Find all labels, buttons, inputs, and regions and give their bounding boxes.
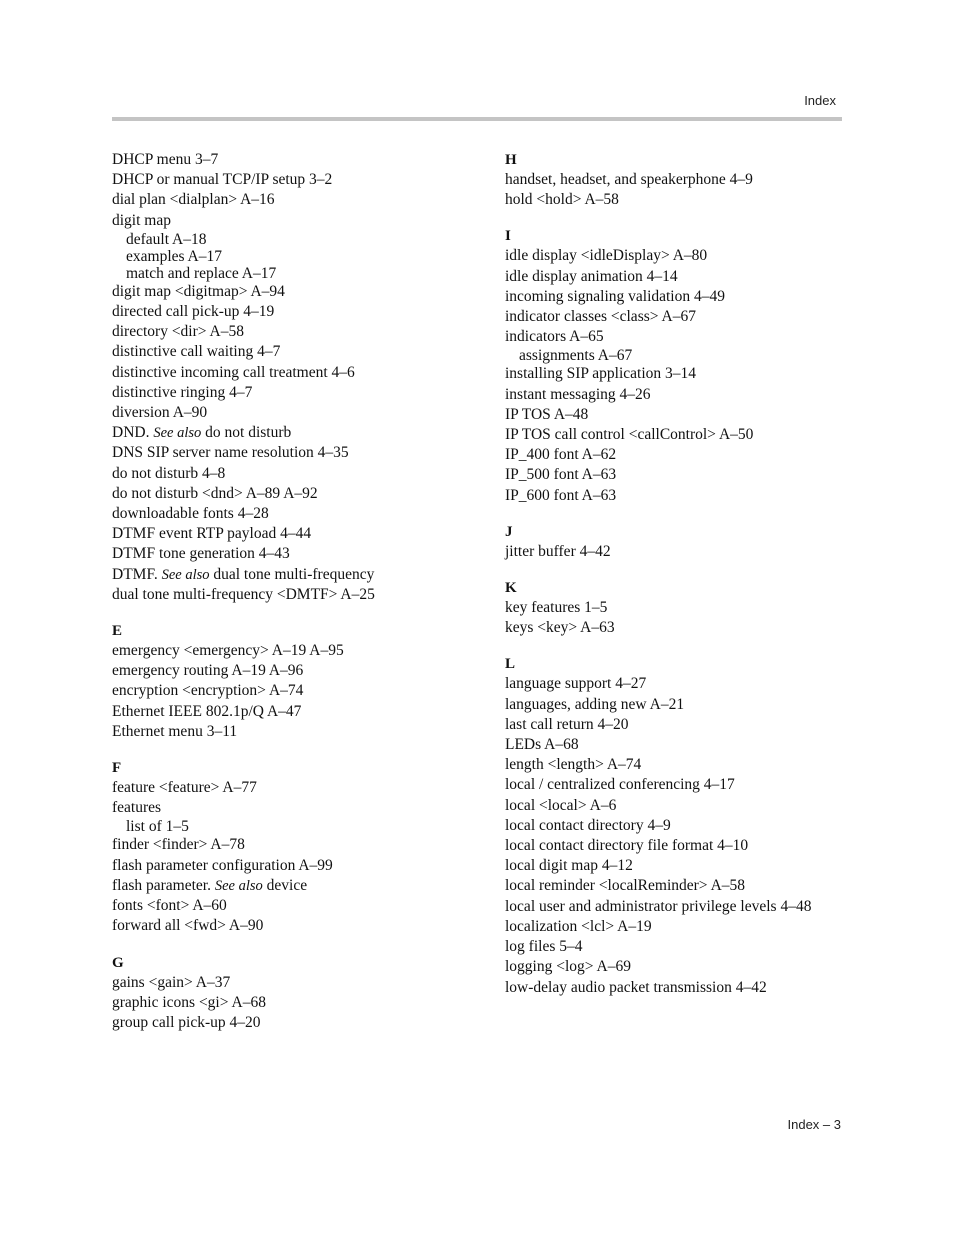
index-letter-group (112, 953, 492, 1034)
index-letter-heading: L (505, 656, 516, 673)
index-letter-heading: J (505, 523, 513, 540)
index-entry: IP_600 font A–63 (505, 486, 617, 504)
index-entry: flash parameter configuration A–99 (112, 856, 333, 874)
index-entry: local contact directory file format 4–10 (505, 837, 749, 855)
index-entry: DHCP menu 3–7 (112, 151, 219, 168)
index-entry: DHCP or manual TCP/IP setup 3–2 (112, 171, 333, 189)
index-column-right (505, 150, 850, 1014)
index-entry: downloadable fonts 4–28 (112, 505, 269, 523)
index-entry (112, 565, 492, 585)
index-entry: DNS SIP server name resolution 4–35 (112, 444, 349, 462)
index-entry: directory <dir> A–58 (112, 323, 244, 341)
index-letter-heading: F (112, 760, 122, 777)
index-entry: distinctive ringing 4–7 (112, 383, 253, 401)
see-also-label: See also (214, 877, 263, 894)
page-number: Index – 3 (787, 1117, 841, 1132)
index-entry (112, 423, 492, 443)
index-entry: emergency routing A–19 A–96 (112, 662, 304, 680)
index-entry: distinctive call waiting 4–7 (112, 343, 281, 361)
index-entry (112, 876, 492, 896)
index-entry: idle display <idleDisplay> A–80 (505, 247, 708, 265)
index-letter-heading: E (112, 623, 123, 640)
index-entry: low-delay audio packet transmission 4–42 (505, 978, 767, 996)
index-entry: idle display animation 4–14 (505, 267, 678, 285)
index-entry: local reminder <localReminder> A–58 (505, 877, 746, 895)
index-entry: last call return 4–20 (505, 715, 629, 733)
index-entry: distinctive incoming call treatment 4–6 (112, 363, 355, 381)
index-entry: localization <lcl> A–19 (505, 917, 652, 935)
index-letter-heading: I (505, 228, 511, 245)
index-entry: incoming signaling validation 4–49 (505, 287, 725, 305)
index-entry: diversion A–90 (112, 404, 208, 422)
index-entry: log files 5–4 (505, 938, 583, 956)
index-entry: length <length> A–74 (505, 756, 642, 774)
index-letter-group (505, 654, 850, 997)
index-entry: IP_400 font A–62 (505, 446, 617, 464)
index-entry: jitter buffer 4–42 (505, 542, 611, 560)
index-column-left (112, 150, 492, 1049)
index-entry: instant messaging 4–26 (505, 385, 651, 403)
index-entry-reference: dual tone multi-frequency (209, 565, 375, 583)
index-entry: local contact directory 4–9 (505, 816, 671, 834)
index-letter-group (505, 578, 850, 638)
index-entry: handset, headset, and speakerphone 4–9 (505, 171, 753, 188)
index-entry: local / centralized conferencing 4–17 (505, 776, 735, 794)
index-entry-reference: do not disturb (201, 424, 292, 442)
index-entry: IP TOS A–48 (505, 405, 589, 423)
index-letter-group (112, 758, 492, 936)
index-letter-group (112, 150, 492, 605)
index-entry: do not disturb <dnd> A–89 A–92 (112, 484, 318, 502)
index-entry-term: DTMF. (112, 565, 162, 583)
index-letter-group (505, 522, 850, 562)
index-entry: installing SIP application 3–14 (505, 365, 697, 383)
index-subentry: list of 1–5 (126, 818, 189, 836)
index-entry: gains <gain> A–37 (112, 973, 231, 991)
index-letter-group (505, 226, 850, 505)
index-entry: graphic icons <gi> A–68 (112, 993, 266, 1011)
index-subentry: default A–18 (126, 230, 207, 248)
index-entry: indicator classes <class> A–67 (505, 308, 696, 326)
index-entry: group call pick-up 4–20 (112, 1013, 261, 1031)
index-entry: finder <finder> A–78 (112, 836, 245, 854)
index-letter-group (112, 621, 492, 742)
index-entry: local <local> A–6 (505, 796, 617, 814)
index-subentry: match and replace A–17 (126, 264, 277, 282)
index-entry: digit map <digitmap> A–94 (112, 282, 285, 300)
index-letter-heading: G (112, 954, 124, 971)
index-entry-term: flash parameter. (112, 876, 215, 894)
index-entry: digit map (112, 211, 171, 229)
index-subentry: assignments A–67 (519, 347, 633, 365)
index-entry: dial plan <dialplan> A–16 (112, 191, 275, 209)
index-entry-term: DND. (112, 424, 154, 442)
index-entry: indicators A–65 (505, 328, 604, 346)
index-entry: LEDs A–68 (505, 736, 579, 754)
index-entry: directed call pick-up 4–19 (112, 303, 275, 321)
index-entry: fonts <font> A–60 (112, 897, 227, 915)
index-letter-heading: H (505, 152, 517, 168)
header-rule (112, 117, 842, 121)
index-entry: emergency <emergency> A–19 A–95 (112, 642, 344, 660)
index-entry: Ethernet IEEE 802.1p/Q A–47 (112, 702, 302, 720)
index-entry: local digit map 4–12 (505, 857, 633, 875)
index-entry: feature <feature> A–77 (112, 779, 257, 797)
index-entry-reference: device (262, 876, 308, 894)
index-letter-heading: K (505, 580, 517, 597)
index-entry: local user and administrator privilege levels 4–48 (505, 897, 812, 915)
index-entry: language support 4–27 (505, 675, 647, 693)
index-entry: dual tone multi-frequency <DMTF> A–25 (112, 585, 375, 603)
index-entry: do not disturb 4–8 (112, 464, 226, 482)
index-subentry: examples A–17 (126, 247, 222, 265)
index-entry: DTMF tone generation 4–43 (112, 545, 290, 563)
index-letter-group (505, 150, 850, 210)
index-entry: DTMF event RTP payload 4–44 (112, 525, 312, 543)
running-header: Index (804, 93, 836, 108)
index-entry: hold <hold> A–58 (505, 191, 619, 209)
see-also-label: See also (161, 566, 210, 583)
index-entry: key features 1–5 (505, 599, 608, 617)
see-also-label: See also (153, 425, 202, 442)
index-entry: logging <log> A–69 (505, 958, 631, 976)
index-entry: IP_500 font A–63 (505, 466, 617, 484)
index-entry: IP TOS call control <callControl> A–50 (505, 426, 754, 444)
index-entry: features (112, 799, 162, 817)
index-entry: forward all <fwd> A–90 (112, 917, 264, 935)
index-entry: keys <key> A–63 (505, 619, 615, 637)
index-entry: languages, adding new A–21 (505, 695, 685, 713)
index-entry: Ethernet menu 3–11 (112, 722, 238, 740)
index-entry: encryption <encryption> A–74 (112, 682, 304, 700)
